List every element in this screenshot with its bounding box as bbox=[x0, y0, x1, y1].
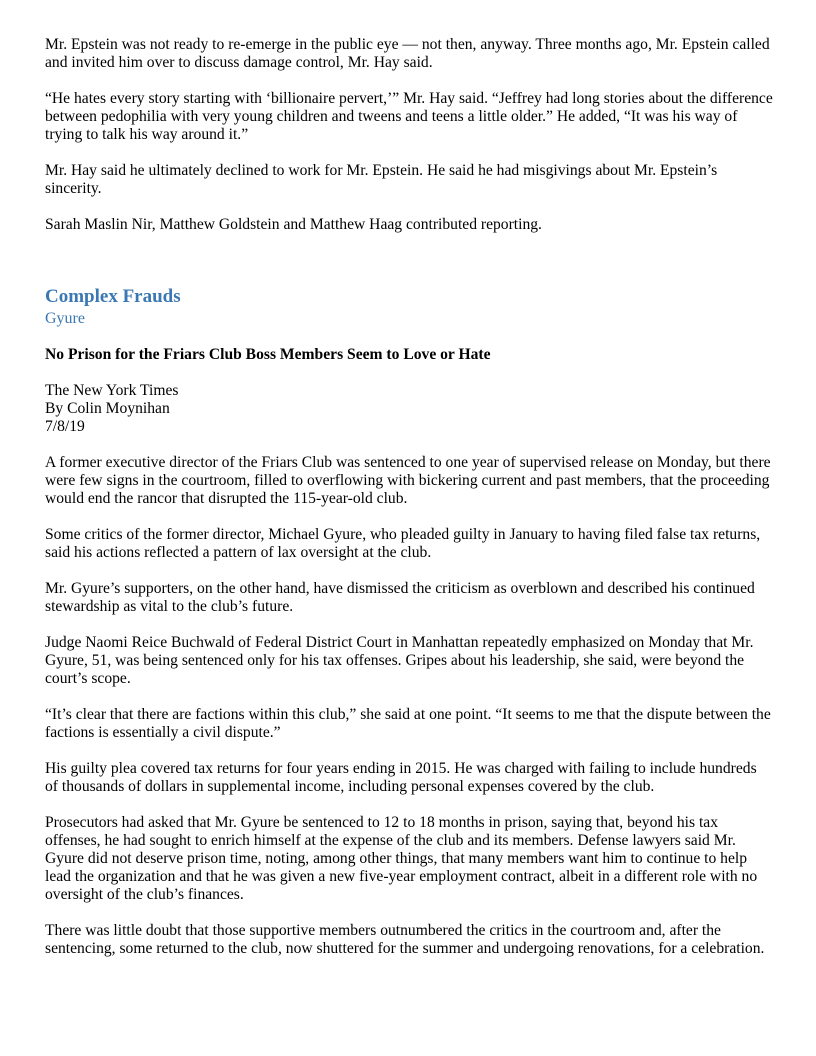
intro-paragraph: Mr. Hay said he ultimately declined to work for Mr. Epstein. He said he had misgivings about Mr. Epstein’s sincerity. bbox=[45, 162, 718, 197]
section-title: Complex Frauds bbox=[45, 286, 181, 307]
section-spacer bbox=[45, 252, 773, 286]
intro-paragraph: Mr. Epstein was not ready to re-emerge in the public eye — not then, anyway. Three months ago, Mr. Epstein called and invited him over to discuss damage control, Mr. Hay said. bbox=[45, 36, 770, 71]
article-paragraph: A former executive director of the Friars Club was sentenced to one year of supervised release on Monday, but there were few signs in the courtroom, filled to overflowing with bickering current and past members, that the proceeding would end the rancor that disrupted the 115-year-old club. bbox=[45, 454, 771, 507]
article-source: The New York Times bbox=[45, 382, 179, 399]
section-header bbox=[45, 286, 773, 330]
article-paragraph: Mr. Gyure’s supporters, on the other hand, have dismissed the criticism as overblown and described his continued stewardship as vital to the club’s future. bbox=[45, 580, 755, 615]
article bbox=[45, 346, 773, 958]
article-byline: By Colin Moynihan bbox=[45, 400, 170, 417]
article-paragraph: There was little doubt that those supportive members outnumbered the critics in the courtroom and, after the sentencing, some returned to the club, now shuttered for the summer and undergoing renovations, for a celebration. bbox=[45, 922, 765, 957]
article-meta bbox=[45, 382, 773, 436]
intro-paragraph: “He hates every story starting with ‘billionaire pervert,’” Mr. Hay said. “Jeffrey had long stories about the difference between pedophilia with very young children and tweens and teens a little older.” He added, “It was his way of trying to talk his way around it.” bbox=[45, 90, 773, 143]
article-headline: No Prison for the Friars Club Boss Members Seem to Love or Hate bbox=[45, 346, 491, 363]
article-paragraph: Prosecutors had asked that Mr. Gyure be sentenced to 12 to 18 months in prison, saying that, beyond his tax offenses, he had sought to enrich himself at the expense of the club and its members. Defense lawyers said Mr. Gyure did not deserve prison time, noting, among other things, that many members want him to continue to help lead the organization and that he was given a new five-year employment contract, albeit in a different role with no oversight of the club’s finances. bbox=[45, 814, 758, 903]
article-paragraph: Judge Naomi Reice Buchwald of Federal District Court in Manhattan repeatedly emphasized on Monday that Mr. Gyure, 51, was being sentenced only for his tax offenses. Gripes about his leadership, she said, were beyond the court’s scope. bbox=[45, 634, 754, 687]
article-paragraph: His guilty plea covered tax returns for four years ending in 2015. He was charged with failing to include hundreds of thousands of dollars in supplemental income, including personal expenses covered by the club. bbox=[45, 760, 757, 795]
contributors-note: Sarah Maslin Nir, Matthew Goldstein and Matthew Haag contributed reporting. bbox=[45, 216, 542, 233]
article-paragraph: Some critics of the former director, Michael Gyure, who pleaded guilty in January to having filed false tax returns, said his actions reflected a pattern of lax oversight at the club. bbox=[45, 526, 761, 561]
article-paragraph: “It’s clear that there are factions within this club,” she said at one point. “It seems to me that the dispute between the factions is essentially a civil dispute.” bbox=[45, 706, 771, 741]
article-date: 7/8/19 bbox=[45, 418, 85, 435]
intro-section bbox=[45, 36, 773, 234]
section-subtitle: Gyure bbox=[45, 310, 85, 327]
document-page bbox=[45, 36, 773, 976]
